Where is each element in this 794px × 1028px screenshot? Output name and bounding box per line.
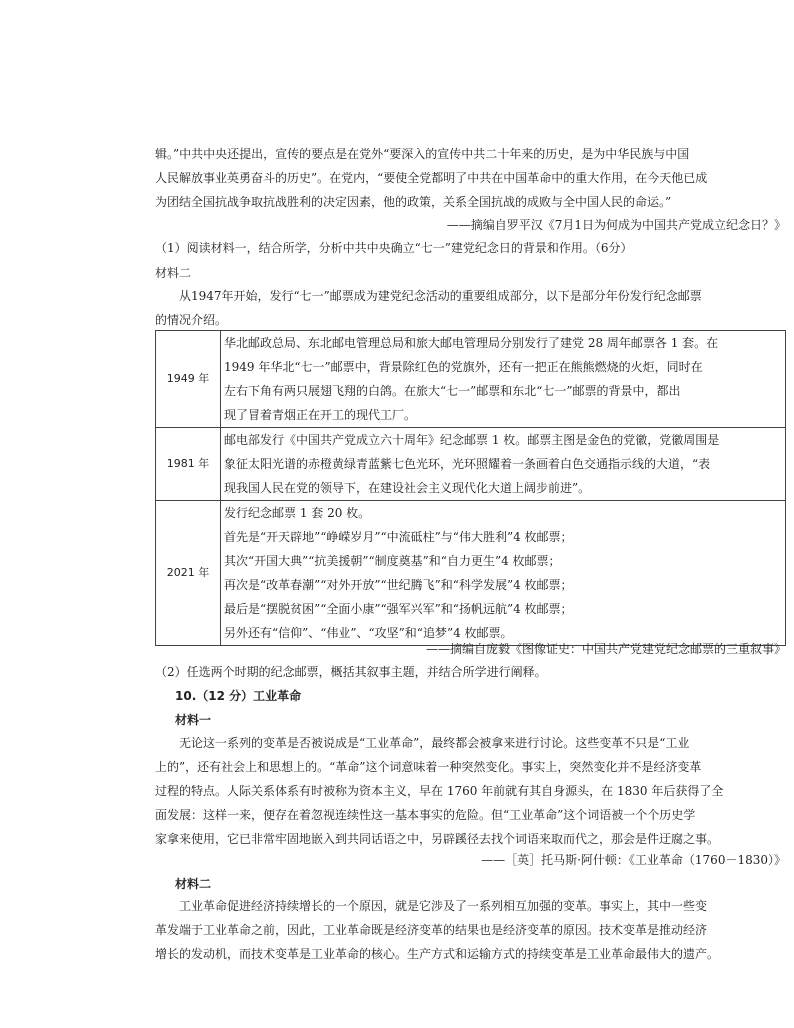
year-cell: 1981 年 [156, 428, 221, 501]
q10-material1-label: 材料一 [175, 713, 212, 727]
year-cell: 2021 年 [156, 501, 221, 646]
text-line: 其次“开国大典”“抗美援朝”“制度奠基”和“自力更生”4 枚邮票； [224, 554, 561, 568]
material1-source: ——摘编自罗平汉《7月1日为何成为中国共产党成立纪念日？》 [446, 218, 786, 232]
text-line: 发行纪念邮票 1 套 20 枚。 [224, 506, 371, 520]
text-line: 上的”，还有社会上和思想上的。“革命”这个词意味着一种突然变化。事实上，突然变化并不是经济变革 [155, 760, 702, 774]
text-line: 现我国人民在党的领导下，在建设社会主义现代化大道上阔步前进”。 [224, 481, 591, 495]
description-cell [221, 501, 786, 646]
q10-material2-text [155, 894, 794, 966]
question-2: （2）任选两个时期的纪念邮票，概括其叙事主题，并结合所学进行阐释。 [155, 665, 547, 679]
text-line: 人民解放事业英勇奋斗的历史”。在党内，“要使全党都明了中共在中国革命中的重大作用，在今天他已成 [155, 171, 708, 185]
material2-intro [155, 284, 794, 332]
text-line: 首先是“开天辟地”“峥嵘岁月”“中流砥柱”与“伟大胜利”4 枚邮票； [224, 530, 573, 544]
year-cell: 1949 年 [156, 331, 221, 428]
question-10-title: 10.（12 分）工业革命 [175, 689, 302, 703]
text-line: 现了冒着青烟正在开工的现代工厂。 [224, 408, 417, 422]
text-line: 为团结全国抗战争取抗战胜利的决定因素，他的政策，关系全国抗战的成败与全中国人民的命运。” [155, 195, 672, 209]
q10-material1-source: ——［英］托马斯·阿什顿：《工业革命（1760－1830）》 [481, 853, 786, 867]
text-line: 过程的特点。人际关系体系有时被称为资本主义，早在 1760 年前就有其自身源头，在 1830 年后获得了全 [155, 784, 724, 798]
text-line: 家拿来使用，它已非常牢固地嵌入到共同话语之中，另辟蹊径去找个词语来取而代之，那会是件迂腐之事。 [155, 832, 720, 846]
text-line: 1949 年华北“七一”邮票中，背景除红色的党旗外，还有一把正在熊熊燃烧的火炬，同时在 [224, 360, 703, 374]
material1-tail [155, 142, 794, 214]
question-1: （1）阅读材料一，结合所学，分析中共中央确立“七一”建党纪念日的背景和作用。（6分） [155, 241, 633, 255]
text-line: 的情况介绍。 [155, 313, 228, 327]
text-line: 象征太阳光谱的赤橙黄绿青蓝紫七色光环，光环照耀着一条画着白色交通指示线的大道，“表 [224, 457, 711, 471]
text-line: 再次是“改革春潮”“对外开放”“世纪腾飞”和“科学发展”4 枚邮票； [224, 578, 573, 592]
text-line: 华北邮政总局、东北邮电管理总局和旅大邮电管理局分别发行了建党 28 周年邮票各 1 套。在 [224, 336, 719, 350]
table-row [156, 501, 786, 646]
text-line: 最后是“摆脱贫困”“全面小康”“强军兴军”和“扬帆远航”4 枚邮票； [224, 602, 573, 616]
text-line: 革发端于工业革命之前，因此，工业革命既是经济变革的结果也是经济变革的原因。技术变革是推动经济 [155, 923, 708, 937]
text-line: 增长的发动机，而技术变革是工业革命的核心。生产方式和运输方式的持续变革是工业革命最伟大的遗产。 [155, 947, 720, 961]
description-cell [221, 331, 786, 428]
q10-material1-text [155, 731, 794, 851]
material2-label: 材料二 [155, 266, 192, 280]
text-line: 左右下角有两只展翅飞翔的白鸽。在旅大“七一”邮票和东北“七一”邮票的背景中，都出 [224, 384, 681, 398]
table-row [156, 428, 786, 501]
text-line: 邮电部发行《中国共产党成立六十周年》纪念邮票 1 枚。邮票主图是金色的党徽，党徽周围是 [224, 433, 720, 447]
text-line: 辑。”中共中央还提出，宣传的要点是在党外“要深入的宣传中共二十年来的历史，是为中华民族与中国 [155, 147, 690, 161]
stamp-table [155, 330, 786, 646]
material2-source: ——摘编自庞毅《图像证史：中国共产党建党纪念邮票的三重叙事》 [425, 642, 786, 656]
text-line: 另外还有“信仰”、“伟业”、“攻坚”和“追梦”4 枚邮票。 [224, 626, 513, 640]
table-row [156, 331, 786, 428]
text-line: 工业革命促进经济持续增长的一个原因，就是它涉及了一系列相互加强的变革。事实上，其中一些变 [179, 899, 708, 913]
text-line: 面发展：这样一来，便存在着忽视连续性这一基本事实的危险。但“工业革命”这个词语被一个个历史学 [155, 808, 696, 822]
q10-material2-label: 材料二 [175, 877, 212, 891]
description-cell [221, 428, 786, 501]
text-line: 无论这一系列的变革是否被说成是“工业革命”，最终都会被拿来进行讨论。这些变革不只是“工业 [179, 736, 690, 750]
text-line: 从1947年开始，发行“七一”邮票成为建党纪念活动的重要组成部分，以下是部分年份发行纪念邮票 [179, 289, 702, 303]
